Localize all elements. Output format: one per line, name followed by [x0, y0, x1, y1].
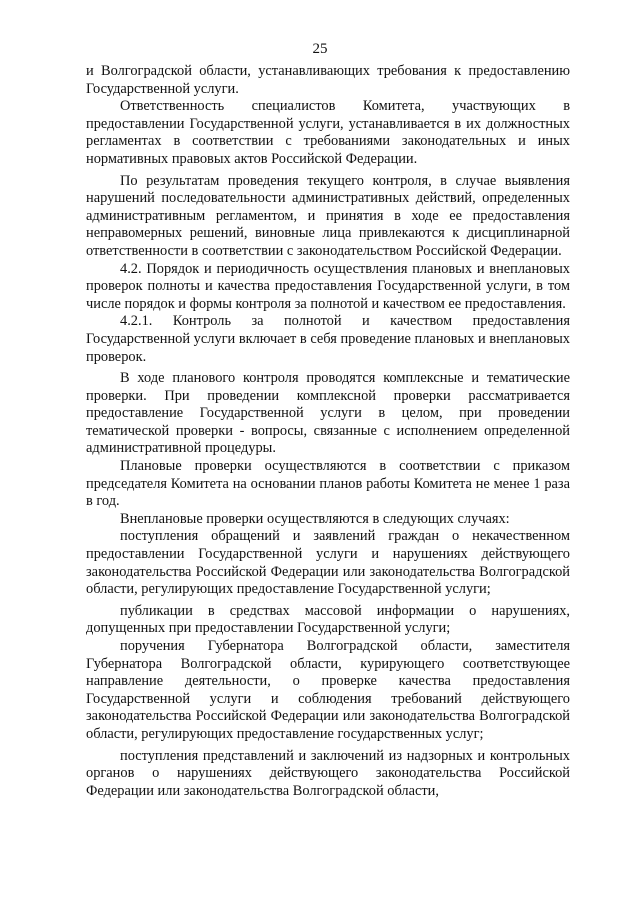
paragraph-6: В ходе планового контроля проводятся комплексные и тематические проверки. При проведении комплексной проверки рассматривается предоставление Государственной услуги в целом, при проведении тематической проверки - вопросы, связанные с исполнением определенной административной процедуры.	[86, 370, 570, 457]
paragraph-7: Плановые проверки осуществляются в соответствии с приказом председателя Комитета на основании планов работы Комитета не менее 1 раза в год.	[86, 458, 570, 510]
paragraph-1: и Волгоградской области, устанавливающих требования к предоставлению Государственной услуги.	[86, 63, 570, 97]
paragraph-12: поступления представлений и заключений из надзорных и контрольных органов о нарушениях действующего законодательства Российской Федерации или законодательства Волгоградской области,	[86, 747, 570, 799]
paragraph-2: Ответственность специалистов Комитета, участвующих в предоставлении Государственной услуги, устанавливается в их должностных регламентах в соответствии с требованиями законодательных и иных нормативных правовых актов Российской Федерации.	[86, 98, 570, 167]
paragraph-8: Внеплановые проверки осуществляются в следующих случаях:	[120, 510, 510, 527]
paragraph-3: По результатам проведения текущего контроля, в случае выявления нарушений последовательности административных действий, определенных административным регламентом, и принятия в ходе ее предоставления неправомерных решений, виновные лица привлекаются к дисциплинарной ответственности в соответствии с законодательством Российской Федерации.	[86, 172, 570, 259]
paragraph-11: поручения Губернатора Волгоградской области, заместителя Губернатора Волгоградской области, курирующего соответствующее направление деятельности, о проверке качества предоставления Государственной услуги и соблюдения требований действующего законодательства Российской Федерации или законодательства Волгоградской области, регулирующих предоставление государственных услуг;	[86, 638, 570, 742]
paragraph-10: публикации в средствах массовой информации о нарушениях, допущенных при предоставлении Государственной услуги;	[86, 602, 570, 637]
paragraph-9: поступления обращений и заявлений граждан о некачественном предоставлении Государственной услуги и нарушениях действующего законодательства Российской Федерации или законодательства Волгоградской области, регулирующих предоставление Государственной услуги;	[86, 528, 570, 598]
paragraph-4: 4.2. Порядок и периодичность осуществления плановых и внеплановых проверок полноты и качества предоставления Государственной услуги, в том числе порядок и формы контроля за полнотой и качеством ее предоставления.	[86, 260, 570, 312]
paragraph-5: 4.2.1. Контроль за полнотой и качеством предоставления Государственной услуги включает в себя проведение плановых и внеплановых проверок.	[86, 313, 570, 365]
page-number: 25	[312, 41, 328, 57]
page-body	[86, 63, 570, 800]
